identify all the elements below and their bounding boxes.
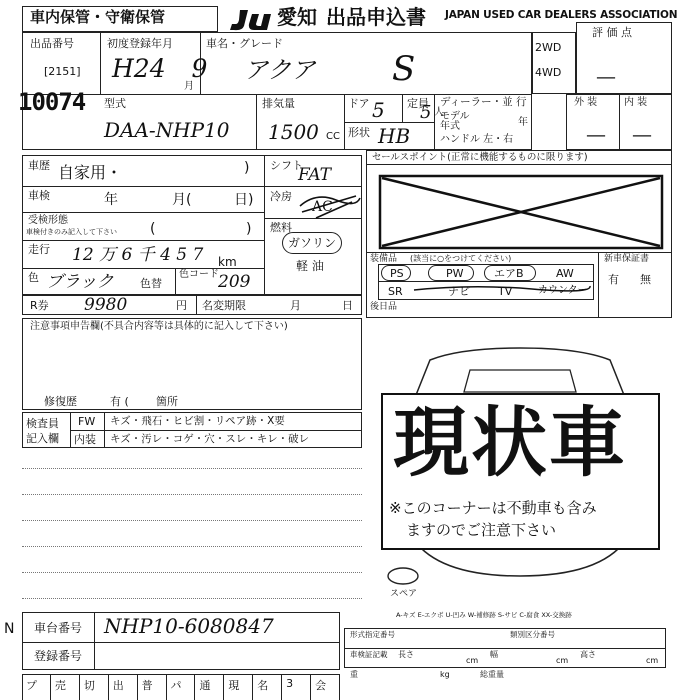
bottom-row-cell: 出 <box>109 674 138 700</box>
model-year-sub: 年式 <box>440 121 460 132</box>
interior-value: — <box>632 122 652 146</box>
as-is-note-1: ※このコーナーは不動車も含み <box>389 499 597 517</box>
received-note: 車検付きのみ記入して下さい <box>26 228 117 236</box>
shift-label: シフト <box>270 159 303 172</box>
car-name: アクア <box>244 56 316 84</box>
frame-value: NHP10-6080847 <box>104 614 274 638</box>
equip-sr: SR <box>388 285 403 298</box>
equip-strike <box>412 280 592 294</box>
cm-2: cm <box>556 656 569 665</box>
dims-label: 車検証記載 <box>350 650 388 659</box>
weight-unit: kg <box>440 670 450 679</box>
equip-counter: カウンター <box>538 285 588 296</box>
spare-label: スペア <box>390 589 418 599</box>
bottom-row-cell: 通 <box>195 674 224 700</box>
capacity-unit: 人 <box>434 107 444 118</box>
frame-label: 車台番号 <box>34 621 83 635</box>
ac-scribble <box>296 192 366 222</box>
recycle-row <box>22 295 362 315</box>
color-value: ブラック <box>46 272 114 292</box>
damage-legend: A-キズ E-エクボ U-凹み W-補修跡 S-サビ C-腐食 XX-交換跡 <box>396 611 572 619</box>
model-year-label: モデル <box>440 111 470 122</box>
fw-label: FW <box>78 415 96 428</box>
new-car-label: 新車保証書 <box>604 254 650 264</box>
fuel-alt: 軽 油 <box>296 259 324 273</box>
notes-label: 注意事項申告欄(不具合内容等は具体的に記入して下さい) <box>30 321 288 332</box>
inspection-year: 年 <box>104 192 118 208</box>
selling-cross-box <box>378 174 666 252</box>
displacement-label: 排気量 <box>262 97 295 110</box>
as-is-title: 現状車 <box>393 398 627 487</box>
bottom-row-cell: プ <box>22 674 51 700</box>
car-grade: S <box>392 49 416 89</box>
first-reg-label: 初度登録年月 <box>107 37 173 50</box>
ac-value: AC <box>312 199 333 215</box>
bottom-row-cell: 会 <box>311 674 340 700</box>
displacement-unit: CC <box>326 131 340 142</box>
mileage-unit: km <box>218 255 237 269</box>
dealer-label: ディーラー・並 行 <box>440 96 527 108</box>
recycle-value: 9980 <box>84 295 128 315</box>
ju-logo <box>226 6 276 32</box>
equip-airbag-circle <box>484 265 536 281</box>
usage-label: 車歴 <box>28 159 50 172</box>
bottom-row-cell: 普 <box>138 674 167 700</box>
model-value: DAA-NHP10 <box>104 118 230 142</box>
equipment-note: (該当に○をつけてください) <box>410 254 512 263</box>
received-paren: ( <box>150 221 156 237</box>
region-label: 愛知 <box>277 5 317 29</box>
equip-ps-circle <box>381 265 411 281</box>
total-weight-label: 総重量 <box>480 670 504 679</box>
model-label: 型式 <box>104 97 126 110</box>
drive-4wd: 4WD <box>535 66 562 79</box>
int-items: キズ・汚レ・コゲ・穴・スレ・キレ・破レ <box>110 433 310 445</box>
shape-value: HB <box>378 124 411 148</box>
repair-value: 有 ( <box>110 395 129 408</box>
bottom-row-cell: 現 <box>224 674 253 700</box>
equip-pw: PW <box>446 267 464 280</box>
recycle-label: R券 <box>30 299 49 312</box>
weight-label: 重 <box>350 670 358 679</box>
grade-points-label: 評 価 点 <box>592 26 632 39</box>
cert-label: 形式指定番号 <box>350 630 395 639</box>
new-car-yes: 有 <box>608 273 619 286</box>
equip-pw-circle <box>428 265 474 281</box>
lot-label: 出品番号 <box>30 37 74 50</box>
selling-label: セールスポイント(正常に機能するものに限ります) <box>372 152 588 163</box>
drive-2wd: 2WD <box>535 41 562 54</box>
usage-paren: ) <box>244 160 250 176</box>
fuel-value: ガソリン <box>288 236 337 250</box>
color-code-value: 209 <box>218 272 251 292</box>
cm-1: cm <box>466 656 479 665</box>
reg-label: 登録番号 <box>34 649 83 663</box>
bottom-row-cell: 名 <box>253 674 282 700</box>
inspection-month: 月( <box>172 192 192 208</box>
doors-value: 5 <box>372 98 385 122</box>
width-label: 幅 <box>490 650 498 659</box>
color-swap-label: 色替 <box>140 277 162 290</box>
received-paren-close: ) <box>246 221 252 237</box>
form-title: 出品申込書 <box>326 5 426 29</box>
storage-label: 車内保管・守衛保管 <box>30 8 166 26</box>
doors-label: ドア <box>348 97 370 110</box>
model-year-unit: 年 <box>518 117 528 128</box>
inspector-label-bottom: 記入欄 <box>26 432 59 445</box>
equip-tv: TV <box>498 285 513 298</box>
recycle-unit: 円 <box>176 299 187 312</box>
car-name-label: 車名・グレード <box>206 37 283 50</box>
steering-label: ハンドル 左・右 <box>440 134 514 145</box>
inspector-label-top: 検査員 <box>26 417 59 430</box>
grade-points-value: — <box>596 64 616 88</box>
exterior-value: — <box>586 122 606 146</box>
inspection-label: 車検 <box>28 189 50 202</box>
spare-tire-icon <box>386 566 420 586</box>
equip-navi: ナビ <box>448 285 470 298</box>
fw-items: キズ・飛石・ヒビ割・リペア跡・X要 <box>110 415 285 427</box>
displacement-value: 1500 <box>268 120 319 144</box>
interior-label: 内 装 <box>624 97 648 108</box>
edge-mark: N <box>4 621 15 637</box>
length-label: 長さ <box>398 650 414 659</box>
lot-small: [2151] <box>44 65 81 78</box>
name-expiry-label: 名変期限 <box>202 299 246 312</box>
bottom-row-cell: パ <box>167 674 196 700</box>
mileage-label: 走行 <box>28 243 50 256</box>
capacity-value: 5 <box>420 102 432 123</box>
association-name: JAPAN USED CAR DEALERS ASSOCIATION <box>445 9 678 21</box>
rear-label: 後日品 <box>370 302 398 312</box>
first-reg-value: H24 9 <box>112 54 208 83</box>
equip-aw: AW <box>556 267 574 280</box>
capacity-label: 定員 <box>407 97 429 110</box>
repair-parts: 箇所 <box>156 395 178 408</box>
exterior-label: 外 装 <box>574 97 598 108</box>
equipment-label: 装備品 <box>370 254 398 264</box>
shift-value: FAT <box>298 165 332 185</box>
as-is-note-2: ますのでご注意下さい <box>406 521 557 539</box>
name-expiry-month: 月 <box>290 299 301 312</box>
usage-value: 自家用・ <box>58 163 123 182</box>
ac-label: 冷房 <box>270 190 292 203</box>
repair-label: 修復歴 <box>44 395 77 408</box>
fuel-label: 燃料 <box>270 221 292 234</box>
bottom-row-cells <box>22 674 340 700</box>
color-code-label: 色コード <box>179 269 219 280</box>
bottom-row-cell: 売 <box>51 674 80 700</box>
cm-3: cm <box>646 656 659 665</box>
bottom-row-cell: 切 <box>80 674 109 700</box>
inspection-day: 日) <box>234 192 254 208</box>
first-reg-month: 月 <box>184 81 194 92</box>
equip-airbag: エアB <box>494 267 524 280</box>
name-expiry-day: 日 <box>342 299 353 312</box>
bottom-row-cell: 3 <box>282 674 311 700</box>
lot-number: 10074 <box>18 88 86 116</box>
height-label: 高さ <box>580 650 596 659</box>
received-label: 受検形態 <box>28 215 68 226</box>
cert-sub: 類別区分番号 <box>510 630 555 639</box>
int-label: 内装 <box>74 433 96 446</box>
mileage-value: 12 万 6 千 4 5 7 <box>72 245 204 265</box>
new-car-no: 無 <box>640 273 651 286</box>
color-label: 色 <box>28 271 39 284</box>
equip-ps: PS <box>390 267 404 280</box>
shape-label: 形状 <box>348 126 370 139</box>
